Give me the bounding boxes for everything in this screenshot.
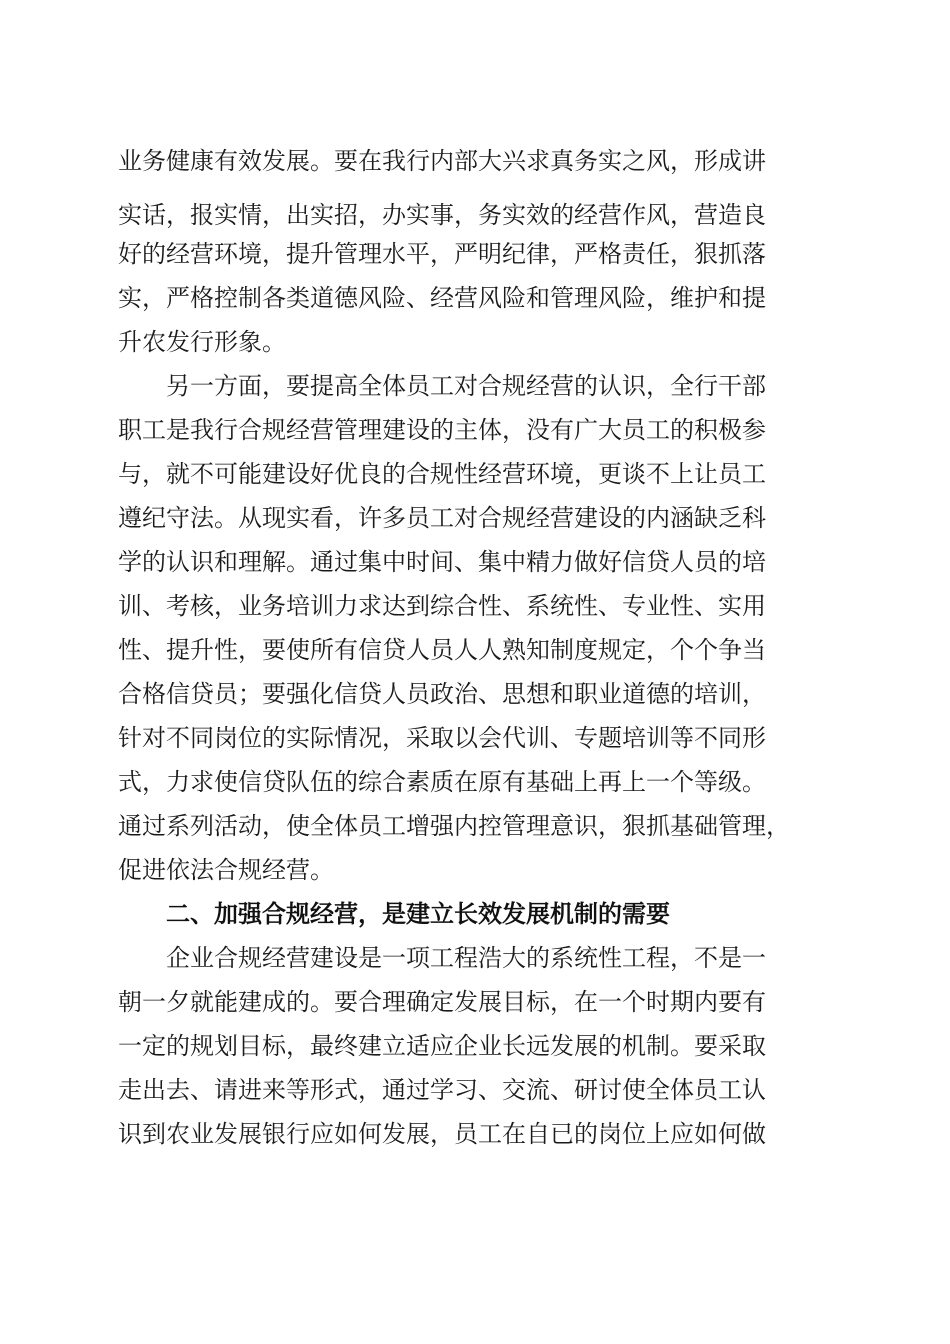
paragraph-line: 实话，报实情，出实招，办实事，务实效的经营作风，营造良 (118, 201, 766, 229)
paragraph-line: 实，严格控制各类道德风险、经营风险和管理风险，维护和提 (118, 284, 766, 312)
paragraph-line: 识到农业发展银行应如何发展，员工在自已的岗位上应如何做 (118, 1120, 766, 1148)
paragraph-line: 针对不同岗位的实际情况，采取以会代训、专题培训等不同形 (118, 724, 766, 752)
paragraph-line: 通过系列活动，使全体员工增强内控管理意识，狠抓基础管理， (118, 812, 790, 840)
paragraph-line: 促进依法合规经营。 (118, 856, 334, 884)
paragraph-line: 训、考核，业务培训力求达到综合性、系统性、专业性、实用 (118, 592, 766, 620)
paragraph-line: 职工是我行合规经营管理建设的主体，没有广大员工的积极参 (118, 416, 766, 444)
paragraph-line: 学的认识和理解。通过集中时间、集中精力做好信贷人员的培 (118, 548, 766, 576)
paragraph-line: 与，就不可能建设好优良的合规性经营环境，更谈不上让员工 (118, 460, 766, 488)
section-heading: 二、加强合规经营，是建立长效发展机制的需要 (166, 900, 670, 928)
paragraph-line: 性、提升性，要使所有信贷人员人人熟知制度规定，个个争当 (118, 636, 766, 664)
paragraph-line: 式，力求使信贷队伍的综合素质在原有基础上再上一个等级。 (118, 768, 766, 796)
paragraph-first-line: 企业合规经营建设是一项工程浩大的系统性工程，不是一 (166, 944, 766, 972)
paragraph-line: 合格信贷员；要强化信贷人员政治、思想和职业道德的培训， (118, 680, 766, 708)
paragraph-line: 好的经营环境，提升管理水平，严明纪律，严格责任，狠抓落 (118, 240, 766, 268)
paragraph-first-line: 另一方面，要提高全体员工对合规经营的认识，全行干部 (166, 372, 766, 400)
paragraph-line: 朝一夕就能建成的。要合理确定发展目标，在一个时期内要有 (118, 988, 766, 1016)
paragraph-line: 业务健康有效发展。要在我行内部大兴求真务实之风，形成讲 (118, 147, 766, 175)
paragraph-line: 一定的规划目标，最终建立适应企业长远发展的机制。要采取 (118, 1032, 766, 1060)
paragraph-line: 遵纪守法。从现实看，许多员工对合规经营建设的内涵缺乏科 (118, 504, 766, 532)
paragraph-line: 走出去、请进来等形式，通过学习、交流、研讨使全体员工认 (118, 1076, 766, 1104)
paragraph-line: 升农发行形象。 (118, 328, 286, 356)
